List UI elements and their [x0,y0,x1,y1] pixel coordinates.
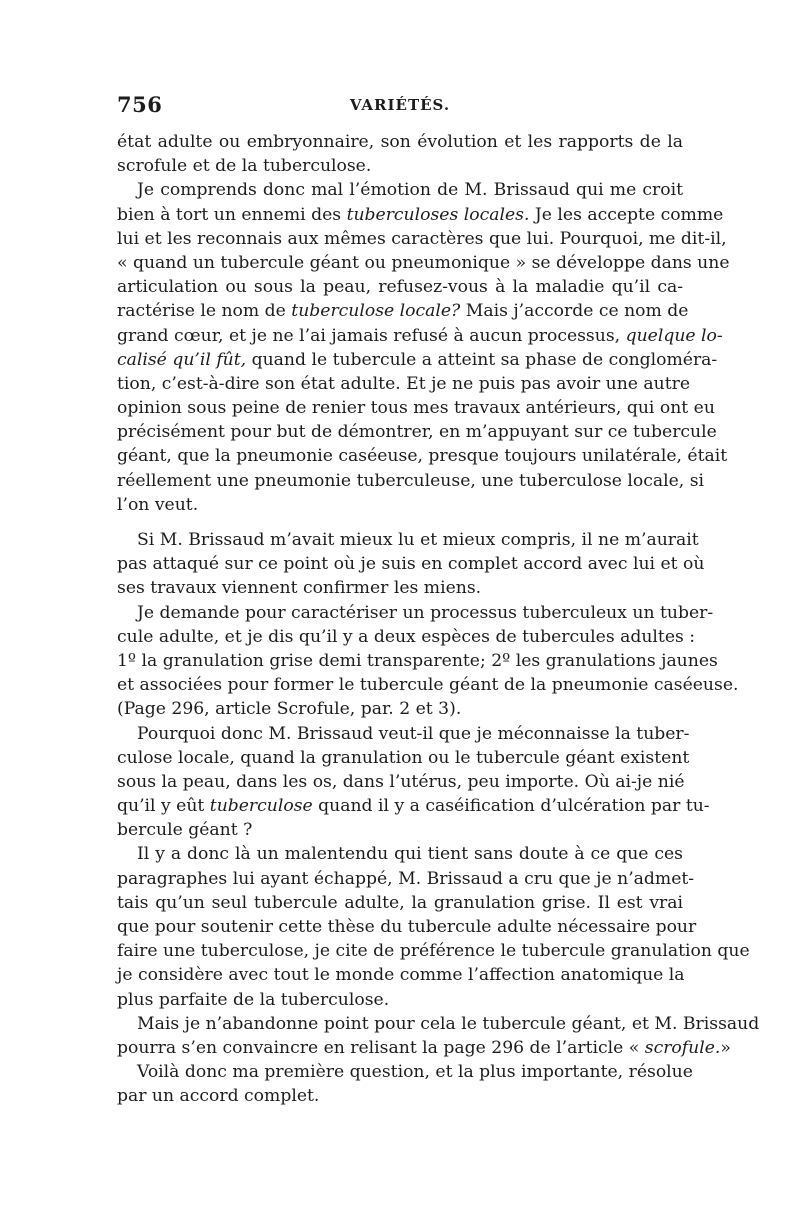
text-line: opinion sous peine de renier tous mes travaux antérieurs, qui ont eu [117,398,715,419]
text-line: tais qu’un seul tubercule adulte, la granulation grise. Il est vrai [117,892,683,913]
text-line: articulation ou sous la peau, refusez-vous à la maladie qu’il ca- [117,277,683,298]
text-line: faire une tuberculose, je cite de préférence le tubercule granulation que [117,941,750,962]
text-line: tion, c’est-à-dire son état adulte. Et je ne puis pas avoir une autre [117,373,691,394]
page-number: 756 [117,92,163,117]
text-line: lui et les reconnais aux mêmes caractères que lui. Pourquoi, me dit-il, [117,228,727,249]
text-line: l’on veut. [117,494,199,515]
text-line: réellement une pneumonie tuberculeuse, une tuberculose locale, si [117,470,705,491]
page-header [117,92,683,122]
text-line: scrofule et de la tuberculose. [117,156,372,177]
page-body-text [117,130,760,1109]
text-line: bien à tort un ennemi des tuberculoses locales. Je les accepte comme [117,204,724,225]
text-line: Voilà donc ma première question, et la plus importante, résolue [137,1062,693,1083]
text-line: Je demande pour caractériser un processus tuberculeux un tuber- [137,602,714,623]
text-line: et associées pour former le tubercule géant de la pneumonie caséeuse. [117,675,739,696]
text-line: pas attaqué sur ce point où je suis en complet accord avec lui et où [117,554,705,575]
text-line: Si M. Brissaud m’avait mieux lu et mieux compris, il ne m’aurait [137,530,699,550]
text-line: (Page 296, article Scrofule, par. 2 et 3). [117,699,462,720]
italic-text: tuberculose [209,796,313,817]
text-line: 1º la granulation grise demi transparente; 2º les granulations jaunes [117,650,718,671]
text-line: ractérise le nom de tuberculose locale? Mais j’accorde ce nom de [117,301,689,322]
italic-text: quelque lo- [625,325,723,346]
text-line: que pour soutenir cette thèse du tubercule adulte nécessaire pour [117,917,697,937]
text-line: précisément pour but de démontrer, en m’appuyant sur ce tubercule [117,422,717,443]
text-line: culose locale, quand la granulation ou le tubercule géant existent [117,747,690,768]
text-line: Je comprends donc mal l’émotion de M. Brissaud qui me croit [137,180,683,201]
text-line: pourra s’en convaincre en relisant la page 296 de l’article « scrofule.» [117,1037,731,1058]
text-line: bercule géant ? [117,820,253,841]
text-line: « quand un tubercule géant ou pneumonique » se développe dans une [117,252,730,273]
italic-text: scrofule. [644,1037,721,1058]
text-line: Pourquoi donc M. Brissaud veut-il que je méconnaisse la tuber- [137,723,690,744]
text-line: grand cœur, et je ne l’ai jamais refusé à aucun processus, quelque lo- [117,325,723,346]
italic-text: tuberculose locale? [291,301,461,322]
text-line: calisé qu’il fût, quand le tubercule a atteint sa phase de congloméra- [117,349,718,370]
text-line: état adulte ou embryonnaire, son évolution et les rapports de la [117,132,683,152]
text-line: je considère avec tout le monde comme l’affection anatomique la [117,965,685,986]
text-line: cule adulte, et je dis qu’il y a deux espèces de tubercules adultes : [117,626,696,647]
text-line: Mais je n’abandonne point pour cela le tubercule géant, et M. Brissaud [137,1013,760,1034]
italic-text: calisé qu’il fût, [117,349,247,370]
text-line: Il y a donc là un malentendu qui tient sans doute à ce que ces [137,844,683,865]
italic-text: tuberculoses locales. [346,204,530,225]
text-line: ses travaux viennent confirmer les miens. [117,578,482,599]
text-line: plus parfaite de la tuberculose. [117,989,390,1010]
text-line: sous la peau, dans les os, dans l’utérus, peu importe. Où ai-je nié [117,771,685,792]
text-line: géant, que la pneumonie caséeuse, presque toujours unilatérale, était [117,446,728,467]
text-line: paragraphes lui ayant échappé, M. Brissaud a cru que je n’admet- [117,868,695,889]
running-title: VARIÉTÉS. [349,96,451,114]
text-line: qu’il y eût tuberculose quand il y a caséification d’ulcération par tu- [117,796,710,817]
text-line: par un accord complet. [117,1086,320,1107]
